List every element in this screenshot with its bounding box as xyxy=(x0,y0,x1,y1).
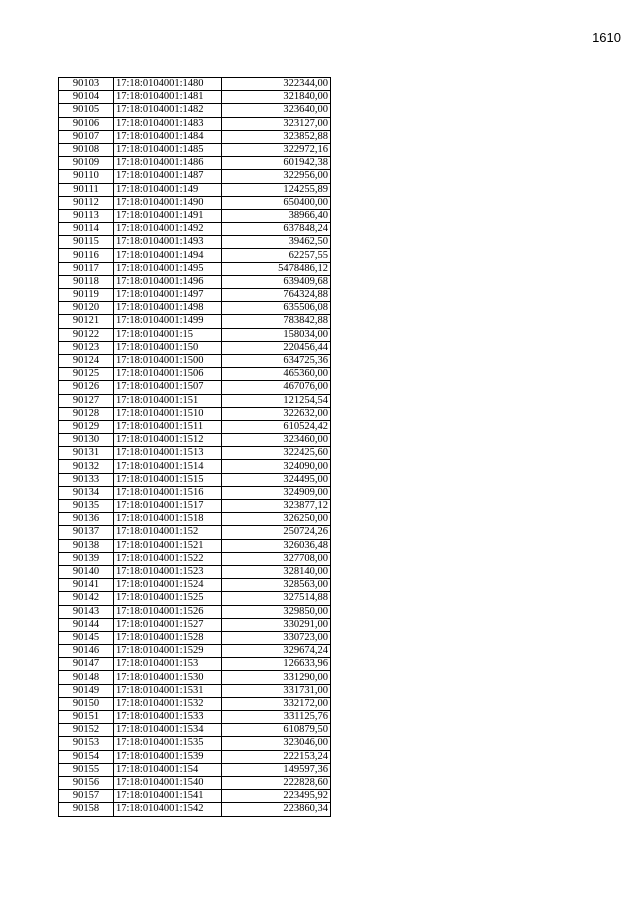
row-id-cell: 90143 xyxy=(59,605,114,618)
value-cell: 610879,50 xyxy=(222,724,331,737)
value-cell: 323046,00 xyxy=(222,737,331,750)
value-cell: 324090,00 xyxy=(222,460,331,473)
row-id-cell: 90158 xyxy=(59,803,114,816)
table-row xyxy=(59,526,331,539)
table-row xyxy=(59,460,331,473)
value-cell: 327514,88 xyxy=(222,592,331,605)
row-id-cell: 90147 xyxy=(59,658,114,671)
page-number: 1610 xyxy=(592,30,621,45)
value-cell: 220456,44 xyxy=(222,341,331,354)
cadastral-number-cell: 17:18:0104001:1514 xyxy=(114,460,222,473)
value-cell: 634725,36 xyxy=(222,354,331,367)
row-id-cell: 90135 xyxy=(59,500,114,513)
cadastral-number-cell: 17:18:0104001:1482 xyxy=(114,104,222,117)
cadastral-number-cell: 17:18:0104001:1535 xyxy=(114,737,222,750)
row-id-cell: 90110 xyxy=(59,170,114,183)
row-id-cell: 90153 xyxy=(59,737,114,750)
table-row xyxy=(59,684,331,697)
row-id-cell: 90148 xyxy=(59,671,114,684)
row-id-cell: 90111 xyxy=(59,183,114,196)
row-id-cell: 90149 xyxy=(59,684,114,697)
table-row xyxy=(59,750,331,763)
row-id-cell: 90136 xyxy=(59,513,114,526)
row-id-cell: 90120 xyxy=(59,302,114,315)
row-id-cell: 90156 xyxy=(59,776,114,789)
value-cell: 322425,60 xyxy=(222,447,331,460)
table-row xyxy=(59,724,331,737)
cadastral-number-cell: 17:18:0104001:1527 xyxy=(114,618,222,631)
cadastral-number-cell: 17:18:0104001:149 xyxy=(114,183,222,196)
table-row xyxy=(59,473,331,486)
value-cell: 62257,55 xyxy=(222,249,331,262)
row-id-cell: 90107 xyxy=(59,130,114,143)
row-id-cell: 90138 xyxy=(59,539,114,552)
cadastral-number-cell: 17:18:0104001:1485 xyxy=(114,143,222,156)
value-cell: 326036,48 xyxy=(222,539,331,552)
table-row xyxy=(59,500,331,513)
value-cell: 783842,88 xyxy=(222,315,331,328)
value-cell: 38966,40 xyxy=(222,209,331,222)
cadastral-number-cell: 17:18:0104001:1492 xyxy=(114,223,222,236)
value-cell: 323127,00 xyxy=(222,117,331,130)
cadastral-number-cell: 17:18:0104001:1539 xyxy=(114,750,222,763)
table-row xyxy=(59,143,331,156)
value-cell: 331290,00 xyxy=(222,671,331,684)
table-row xyxy=(59,803,331,816)
value-cell: 126633,96 xyxy=(222,658,331,671)
cadastral-number-cell: 17:18:0104001:1525 xyxy=(114,592,222,605)
cadastral-number-cell: 17:18:0104001:1494 xyxy=(114,249,222,262)
cadastral-number-cell: 17:18:0104001:1484 xyxy=(114,130,222,143)
value-cell: 149597,36 xyxy=(222,763,331,776)
value-cell: 330291,00 xyxy=(222,618,331,631)
cadastral-number-cell: 17:18:0104001:1493 xyxy=(114,236,222,249)
value-cell: 323640,00 xyxy=(222,104,331,117)
cadastral-number-cell: 17:18:0104001:1524 xyxy=(114,579,222,592)
value-cell: 465360,00 xyxy=(222,368,331,381)
table-row xyxy=(59,592,331,605)
row-id-cell: 90105 xyxy=(59,104,114,117)
cadastral-number-cell: 17:18:0104001:15 xyxy=(114,328,222,341)
table-row xyxy=(59,91,331,104)
value-cell: 331731,00 xyxy=(222,684,331,697)
cadastral-number-cell: 17:18:0104001:1518 xyxy=(114,513,222,526)
row-id-cell: 90152 xyxy=(59,724,114,737)
table-row xyxy=(59,368,331,381)
table-row xyxy=(59,711,331,724)
row-id-cell: 90140 xyxy=(59,565,114,578)
table-row xyxy=(59,434,331,447)
value-cell: 324495,00 xyxy=(222,473,331,486)
table-row xyxy=(59,407,331,420)
row-id-cell: 90131 xyxy=(59,447,114,460)
row-id-cell: 90137 xyxy=(59,526,114,539)
table-row xyxy=(59,605,331,618)
cadastral-number-cell: 17:18:0104001:1523 xyxy=(114,565,222,578)
table-row xyxy=(59,196,331,209)
value-cell: 124255,89 xyxy=(222,183,331,196)
cadastral-number-cell: 17:18:0104001:1498 xyxy=(114,302,222,315)
value-cell: 322344,00 xyxy=(222,78,331,91)
cadastral-number-cell: 17:18:0104001:1499 xyxy=(114,315,222,328)
row-id-cell: 90154 xyxy=(59,750,114,763)
table-row xyxy=(59,249,331,262)
value-cell: 323877,12 xyxy=(222,500,331,513)
table-row xyxy=(59,354,331,367)
row-id-cell: 90123 xyxy=(59,341,114,354)
value-cell: 635506,08 xyxy=(222,302,331,315)
value-cell: 121254,54 xyxy=(222,394,331,407)
value-cell: 321840,00 xyxy=(222,91,331,104)
cadastral-number-cell: 17:18:0104001:1487 xyxy=(114,170,222,183)
table-row xyxy=(59,328,331,341)
row-id-cell: 90121 xyxy=(59,315,114,328)
value-cell: 222153,24 xyxy=(222,750,331,763)
table-row xyxy=(59,381,331,394)
value-cell: 322956,00 xyxy=(222,170,331,183)
cadastral-number-cell: 17:18:0104001:153 xyxy=(114,658,222,671)
cadastral-number-cell: 17:18:0104001:1511 xyxy=(114,420,222,433)
table-row xyxy=(59,341,331,354)
table-row xyxy=(59,658,331,671)
row-id-cell: 90109 xyxy=(59,157,114,170)
row-id-cell: 90115 xyxy=(59,236,114,249)
table-row xyxy=(59,763,331,776)
cadastral-number-cell: 17:18:0104001:1534 xyxy=(114,724,222,737)
cadastral-number-cell: 17:18:0104001:1481 xyxy=(114,91,222,104)
value-cell: 327708,00 xyxy=(222,552,331,565)
row-id-cell: 90106 xyxy=(59,117,114,130)
table-row xyxy=(59,302,331,315)
row-id-cell: 90114 xyxy=(59,223,114,236)
table-row xyxy=(59,275,331,288)
value-cell: 250724,26 xyxy=(222,526,331,539)
table-row xyxy=(59,209,331,222)
cadastral-number-cell: 17:18:0104001:1529 xyxy=(114,645,222,658)
table-row xyxy=(59,737,331,750)
cadastral-number-cell: 17:18:0104001:1490 xyxy=(114,196,222,209)
cadastral-number-cell: 17:18:0104001:1541 xyxy=(114,790,222,803)
value-cell: 323460,00 xyxy=(222,434,331,447)
row-id-cell: 90125 xyxy=(59,368,114,381)
row-id-cell: 90113 xyxy=(59,209,114,222)
value-cell: 331125,76 xyxy=(222,711,331,724)
cadastral-number-cell: 17:18:0104001:150 xyxy=(114,341,222,354)
row-id-cell: 90128 xyxy=(59,407,114,420)
cadastral-number-cell: 17:18:0104001:1542 xyxy=(114,803,222,816)
cadastral-number-cell: 17:18:0104001:154 xyxy=(114,763,222,776)
value-cell: 5478486,12 xyxy=(222,262,331,275)
cadastral-number-cell: 17:18:0104001:1507 xyxy=(114,381,222,394)
value-cell: 324909,00 xyxy=(222,486,331,499)
row-id-cell: 90133 xyxy=(59,473,114,486)
table-row xyxy=(59,183,331,196)
row-id-cell: 90122 xyxy=(59,328,114,341)
value-cell: 329674,24 xyxy=(222,645,331,658)
table-row xyxy=(59,420,331,433)
value-cell: 323852,88 xyxy=(222,130,331,143)
cadastral-value-table xyxy=(58,77,331,817)
row-id-cell: 90117 xyxy=(59,262,114,275)
row-id-cell: 90119 xyxy=(59,289,114,302)
table-row xyxy=(59,645,331,658)
cadastral-number-cell: 17:18:0104001:1483 xyxy=(114,117,222,130)
row-id-cell: 90139 xyxy=(59,552,114,565)
table-row xyxy=(59,78,331,91)
row-id-cell: 90141 xyxy=(59,579,114,592)
value-cell: 328140,00 xyxy=(222,565,331,578)
table-row xyxy=(59,552,331,565)
value-cell: 158034,00 xyxy=(222,328,331,341)
value-cell: 330723,00 xyxy=(222,631,331,644)
value-cell: 639409,68 xyxy=(222,275,331,288)
cadastral-number-cell: 17:18:0104001:1500 xyxy=(114,354,222,367)
value-cell: 223495,92 xyxy=(222,790,331,803)
value-cell: 39462,50 xyxy=(222,236,331,249)
table-row xyxy=(59,618,331,631)
table-row xyxy=(59,486,331,499)
table-row xyxy=(59,513,331,526)
row-id-cell: 90146 xyxy=(59,645,114,658)
cadastral-number-cell: 17:18:0104001:1528 xyxy=(114,631,222,644)
table-row xyxy=(59,157,331,170)
row-id-cell: 90144 xyxy=(59,618,114,631)
value-cell: 637848,24 xyxy=(222,223,331,236)
cadastral-number-cell: 17:18:0104001:1531 xyxy=(114,684,222,697)
table-row xyxy=(59,104,331,117)
table-row xyxy=(59,579,331,592)
cadastral-number-cell: 17:18:0104001:1497 xyxy=(114,289,222,302)
table-row xyxy=(59,262,331,275)
table-row xyxy=(59,447,331,460)
value-cell: 601942,38 xyxy=(222,157,331,170)
value-cell: 322972,16 xyxy=(222,143,331,156)
row-id-cell: 90130 xyxy=(59,434,114,447)
table-row xyxy=(59,223,331,236)
row-id-cell: 90150 xyxy=(59,697,114,710)
table-row xyxy=(59,697,331,710)
cadastral-number-cell: 17:18:0104001:1512 xyxy=(114,434,222,447)
row-id-cell: 90118 xyxy=(59,275,114,288)
value-cell: 222828,60 xyxy=(222,776,331,789)
row-id-cell: 90103 xyxy=(59,78,114,91)
cadastral-number-cell: 17:18:0104001:1495 xyxy=(114,262,222,275)
row-id-cell: 90104 xyxy=(59,91,114,104)
row-id-cell: 90127 xyxy=(59,394,114,407)
cadastral-number-cell: 17:18:0104001:1491 xyxy=(114,209,222,222)
row-id-cell: 90151 xyxy=(59,711,114,724)
cadastral-number-cell: 17:18:0104001:1486 xyxy=(114,157,222,170)
row-id-cell: 90142 xyxy=(59,592,114,605)
row-id-cell: 90134 xyxy=(59,486,114,499)
table-row xyxy=(59,315,331,328)
value-cell: 326250,00 xyxy=(222,513,331,526)
cadastral-number-cell: 17:18:0104001:1521 xyxy=(114,539,222,552)
cadastral-number-cell: 17:18:0104001:1496 xyxy=(114,275,222,288)
row-id-cell: 90126 xyxy=(59,381,114,394)
table-row xyxy=(59,790,331,803)
cadastral-number-cell: 17:18:0104001:1510 xyxy=(114,407,222,420)
cadastral-number-cell: 17:18:0104001:1540 xyxy=(114,776,222,789)
row-id-cell: 90145 xyxy=(59,631,114,644)
table-row xyxy=(59,236,331,249)
value-cell: 328563,00 xyxy=(222,579,331,592)
row-id-cell: 90129 xyxy=(59,420,114,433)
value-cell: 332172,00 xyxy=(222,697,331,710)
cadastral-number-cell: 17:18:0104001:1506 xyxy=(114,368,222,381)
cadastral-number-cell: 17:18:0104001:151 xyxy=(114,394,222,407)
cadastral-number-cell: 17:18:0104001:1516 xyxy=(114,486,222,499)
row-id-cell: 90116 xyxy=(59,249,114,262)
table-row xyxy=(59,170,331,183)
row-id-cell: 90124 xyxy=(59,354,114,367)
row-id-cell: 90157 xyxy=(59,790,114,803)
value-cell: 467076,00 xyxy=(222,381,331,394)
table-row xyxy=(59,776,331,789)
table-row xyxy=(59,671,331,684)
cadastral-number-cell: 17:18:0104001:1533 xyxy=(114,711,222,724)
cadastral-number-cell: 17:18:0104001:1522 xyxy=(114,552,222,565)
row-id-cell: 90112 xyxy=(59,196,114,209)
row-id-cell: 90108 xyxy=(59,143,114,156)
table-row xyxy=(59,565,331,578)
value-cell: 223860,34 xyxy=(222,803,331,816)
table-row xyxy=(59,631,331,644)
cadastral-number-cell: 17:18:0104001:1526 xyxy=(114,605,222,618)
row-id-cell: 90132 xyxy=(59,460,114,473)
value-cell: 764324,88 xyxy=(222,289,331,302)
cadastral-number-cell: 17:18:0104001:1480 xyxy=(114,78,222,91)
table-row xyxy=(59,539,331,552)
value-cell: 650400,00 xyxy=(222,196,331,209)
cadastral-number-cell: 17:18:0104001:1515 xyxy=(114,473,222,486)
cadastral-number-cell: 17:18:0104001:1517 xyxy=(114,500,222,513)
value-cell: 329850,00 xyxy=(222,605,331,618)
value-cell: 610524,42 xyxy=(222,420,331,433)
table-row xyxy=(59,289,331,302)
cadastral-number-cell: 17:18:0104001:1530 xyxy=(114,671,222,684)
table-row xyxy=(59,130,331,143)
value-cell: 322632,00 xyxy=(222,407,331,420)
row-id-cell: 90155 xyxy=(59,763,114,776)
table-row xyxy=(59,117,331,130)
table-body xyxy=(59,78,331,817)
cadastral-number-cell: 17:18:0104001:1513 xyxy=(114,447,222,460)
cadastral-number-cell: 17:18:0104001:152 xyxy=(114,526,222,539)
table-row xyxy=(59,394,331,407)
cadastral-number-cell: 17:18:0104001:1532 xyxy=(114,697,222,710)
